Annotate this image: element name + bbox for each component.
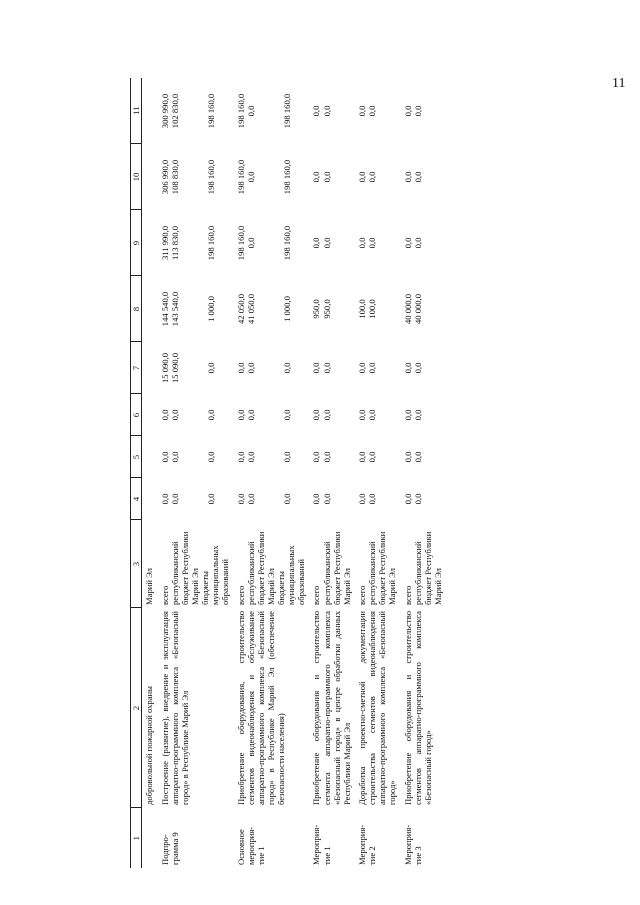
table-row-block — [155, 78, 231, 868]
table-row-block — [352, 78, 398, 868]
value: 0,0 — [412, 409, 423, 421]
value: 0,0 — [235, 451, 246, 463]
value: 0,0 — [159, 493, 170, 505]
value-cell — [352, 342, 398, 394]
value: 0,0 — [159, 409, 170, 421]
value-cell — [352, 478, 398, 520]
value: 0,0 — [321, 451, 332, 463]
program-label: Основное мероприя- тие 1 — [235, 826, 266, 865]
value: 113 830,0 — [169, 225, 180, 261]
page-number: 11 — [612, 76, 626, 91]
value: 198 160,0 — [235, 93, 246, 129]
value-cell — [155, 210, 231, 276]
value-cell — [306, 394, 352, 436]
value-cell — [306, 276, 352, 342]
funding-source: всего — [311, 585, 322, 605]
value: 0,0 — [402, 105, 413, 117]
value: 0,0 — [206, 451, 217, 463]
funding-sources — [155, 520, 231, 608]
value: 0,0 — [357, 171, 368, 183]
value: 15 090,0 — [169, 352, 180, 384]
value: 0,0 — [311, 171, 322, 183]
funding-source: республиканский бюджет Республики Марий Эл — [169, 531, 200, 605]
value: 1 000,0 — [282, 296, 293, 322]
value: 0,0 — [357, 409, 368, 421]
column-header: 3 — [131, 520, 142, 608]
value-cell — [306, 342, 352, 394]
value-cell — [231, 478, 307, 520]
value: 198 160,0 — [235, 225, 246, 261]
value-cell — [352, 276, 398, 342]
value: 0,0 — [206, 362, 217, 374]
value: 0,0 — [245, 493, 256, 505]
value: 143 540,0 — [169, 291, 180, 327]
value: 0,0 — [311, 237, 322, 249]
value: 950,0 — [321, 299, 332, 319]
column-header: 10 — [131, 144, 142, 210]
value: 102 830,0 — [169, 93, 180, 129]
value: 0,0 — [412, 451, 423, 463]
program-description: Приобретение оборудования и строительство сегментов аппаратно-программного комплекса «Безопасный город» — [402, 611, 433, 805]
program-label: Подпро- грамма 9 — [159, 832, 180, 865]
value: 0,0 — [402, 237, 413, 249]
value-cell — [231, 78, 307, 144]
value: 198 160,0 — [282, 159, 293, 195]
value: 0,0 — [235, 409, 246, 421]
funding-source: всего — [235, 585, 246, 605]
value: 40 000,0 — [412, 293, 423, 325]
program-description: Приобретение оборудования и строительство сегмента аппаратно-программного комплекса «Безопасный город» в центре обработки данных Республики Марий Эл — [311, 611, 352, 805]
value: 198 160,0 — [282, 93, 293, 129]
value: 0,0 — [321, 171, 332, 183]
value: 0,0 — [311, 105, 322, 117]
value-cell — [398, 144, 444, 210]
value: 108 830,0 — [169, 159, 180, 195]
value: 0,0 — [402, 362, 413, 374]
funding-sources — [231, 520, 307, 608]
value: 0,0 — [321, 105, 332, 117]
funding-sources — [398, 520, 444, 608]
value: 0,0 — [402, 493, 413, 505]
value-cell — [155, 144, 231, 210]
value: 0,0 — [311, 493, 322, 505]
value-cell — [155, 436, 231, 478]
value-cell — [398, 394, 444, 436]
value: 198 160,0 — [206, 159, 217, 195]
funding-source: бюджеты муниципальных образований — [200, 545, 231, 605]
value: 0,0 — [367, 493, 378, 505]
value: 0,0 — [367, 237, 378, 249]
value: 0,0 — [402, 171, 413, 183]
value: 0,0 — [245, 237, 256, 249]
value-cell — [155, 78, 231, 144]
funding-sources — [306, 520, 352, 608]
value-cell — [155, 394, 231, 436]
column-header: 4 — [131, 478, 142, 520]
value: 0,0 — [245, 362, 256, 374]
funding-source: всего — [159, 585, 170, 605]
value: 0,0 — [357, 493, 368, 505]
value: 950,0 — [311, 299, 322, 319]
value: 198 160,0 — [282, 225, 293, 261]
value-cell — [306, 478, 352, 520]
value: 100,0 — [357, 299, 368, 319]
value: 0,0 — [245, 171, 256, 183]
value-cell — [352, 78, 398, 144]
value: 0,0 — [367, 105, 378, 117]
value: 15 090,0 — [159, 352, 170, 384]
value: 198 160,0 — [206, 225, 217, 261]
value: 0,0 — [402, 409, 413, 421]
funding-source: всего — [402, 585, 413, 605]
value: 0,0 — [235, 362, 246, 374]
value-cell — [155, 276, 231, 342]
value: 0,0 — [367, 451, 378, 463]
value: 0,0 — [412, 105, 423, 117]
value: 144 540,0 — [159, 291, 170, 327]
value-cell — [398, 276, 444, 342]
value: 0,0 — [402, 451, 413, 463]
value: 41 050,0 — [245, 293, 256, 325]
value: 0,0 — [357, 362, 368, 374]
value: 0,0 — [169, 451, 180, 463]
value-cell — [352, 394, 398, 436]
program-label: Мероприя- тие 2 — [357, 824, 378, 865]
program-description: Приобретение оборудования, строительство сегментов видеонаблюдения и обслуживание аппаратно-программного комплекса «Безопасный город» в Республике Марий Эл (обеспечение безопасности населения) — [235, 611, 287, 805]
value-cell — [231, 276, 307, 342]
value: 0,0 — [159, 451, 170, 463]
value-cell — [231, 342, 307, 394]
table-row-block — [231, 78, 307, 868]
value: 0,0 — [321, 409, 332, 421]
value-cell — [352, 144, 398, 210]
program-description: Построение (развитие), внедрение и эксплуатация аппаратно-программного комплекса «Безопасный город» в Республике Марий Эл — [159, 611, 190, 805]
value-cell — [306, 144, 352, 210]
value: 0,0 — [412, 237, 423, 249]
value: 198 160,0 — [235, 159, 246, 195]
column-header: 1 — [131, 808, 142, 868]
continuation-description: добровольной пожарной охраны — [144, 686, 155, 805]
value-cell — [231, 210, 307, 276]
funding-source: республиканский бюджет Республики Марий Эл — [245, 531, 276, 605]
funding-source: республиканский бюджет Республики Марий Эл — [367, 531, 398, 605]
value: 42 050,0 — [235, 293, 246, 325]
column-header: 6 — [131, 394, 142, 436]
column-header: 7 — [131, 342, 142, 394]
column-header: 8 — [131, 276, 142, 342]
funding-source: бюджеты муниципальных образований — [276, 545, 307, 605]
funding-source: республиканский бюджет Республики Марий Эл — [412, 531, 444, 605]
value: 0,0 — [245, 451, 256, 463]
value: 0,0 — [169, 493, 180, 505]
value: 0,0 — [311, 362, 322, 374]
value-cell — [231, 436, 307, 478]
value-cell — [231, 394, 307, 436]
column-header: 5 — [131, 436, 142, 478]
value: 0,0 — [169, 409, 180, 421]
table-row-block — [306, 78, 352, 868]
rotated-table-container — [130, 78, 610, 868]
value: 0,0 — [206, 409, 217, 421]
value: 306 990,0 — [159, 159, 170, 195]
value-cell — [155, 342, 231, 394]
value: 0,0 — [412, 362, 423, 374]
program-label: Мероприя- тие 1 — [311, 824, 332, 865]
value: 0,0 — [282, 451, 293, 463]
funding-source: всего — [357, 585, 368, 605]
value: 0,0 — [367, 171, 378, 183]
value-cell — [398, 436, 444, 478]
value: 311 990,0 — [159, 225, 170, 261]
value-cell — [306, 78, 352, 144]
value: 0,0 — [367, 362, 378, 374]
value: 0,0 — [206, 493, 217, 505]
value: 0,0 — [321, 493, 332, 505]
value: 0,0 — [357, 105, 368, 117]
value: 40 000,0 — [402, 293, 413, 325]
value: 0,0 — [321, 237, 332, 249]
continuation-source: Марий Эл — [144, 568, 155, 605]
table-row-block — [398, 78, 444, 868]
continuation-row — [142, 78, 155, 868]
value: 0,0 — [282, 493, 293, 505]
value-cell — [155, 478, 231, 520]
header-row — [131, 78, 142, 868]
funding-sources — [352, 520, 398, 608]
value: 300 990,0 — [159, 93, 170, 129]
value: 0,0 — [367, 409, 378, 421]
program-label: Мероприя- тие 3 — [402, 824, 423, 865]
funding-source: республиканский бюджет Республики Марий Эл — [321, 531, 352, 605]
value: 1 000,0 — [206, 296, 217, 322]
column-header: 9 — [131, 210, 142, 276]
value: 0,0 — [357, 237, 368, 249]
value: 0,0 — [245, 105, 256, 117]
value-cell — [352, 210, 398, 276]
value-cell — [306, 210, 352, 276]
value: 0,0 — [321, 362, 332, 374]
value-cell — [306, 436, 352, 478]
value-cell — [398, 478, 444, 520]
program-description: Доработка проектно-сметной документации строительства сегментов видеонаблюдения аппаратно-программного комплекса «Безопасный город» — [357, 611, 398, 805]
value: 0,0 — [412, 171, 423, 183]
value: 0,0 — [412, 493, 423, 505]
value: 0,0 — [311, 451, 322, 463]
value-cell — [398, 78, 444, 144]
value: 0,0 — [235, 493, 246, 505]
value-cell — [398, 342, 444, 394]
value: 100,0 — [367, 299, 378, 319]
column-header: 2 — [131, 608, 142, 808]
value: 0,0 — [357, 451, 368, 463]
value-cell — [398, 210, 444, 276]
value: 0,0 — [245, 409, 256, 421]
budget-table — [130, 78, 443, 868]
column-header: 11 — [131, 78, 142, 144]
value: 0,0 — [282, 362, 293, 374]
value-cell — [231, 144, 307, 210]
value: 0,0 — [311, 409, 322, 421]
value: 198 160,0 — [206, 93, 217, 129]
value: 0,0 — [282, 409, 293, 421]
value-cell — [352, 436, 398, 478]
